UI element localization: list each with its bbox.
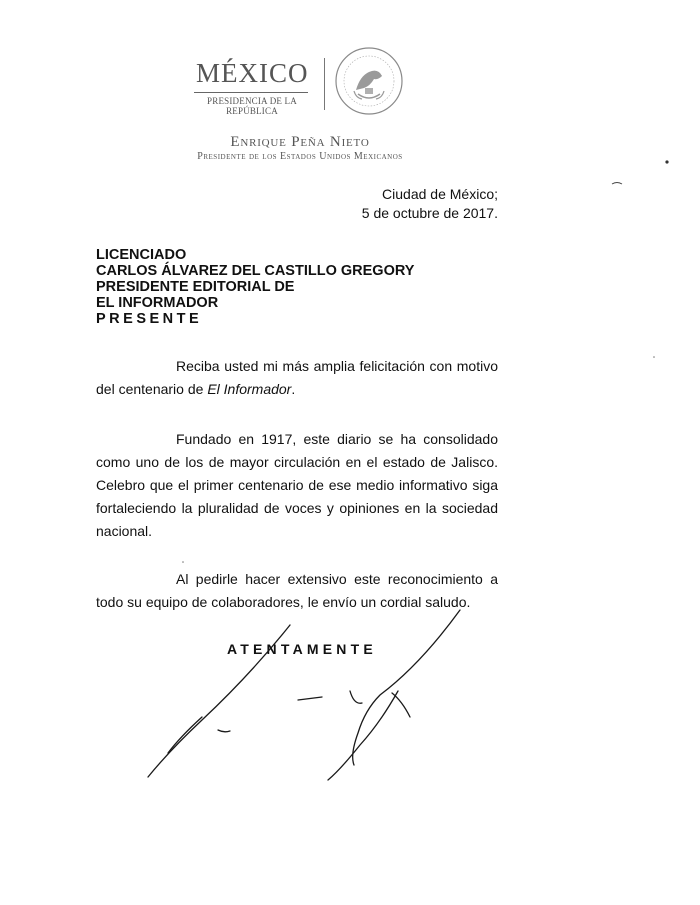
paragraph-history: Fundado en 1917, este diario se ha consolidado como uno de los de mayor circulación en el estado de Jalisco. Celebro que el primer centenario de ese medio informativo siga fortaleciendo la pluralidad de voces y opiniones en la sociedad nacional. (96, 431, 498, 539)
date-day: 5 de octubre de 2017. (361, 205, 498, 221)
recipient-title: LICENCIADO (96, 247, 187, 263)
recipient-block (96, 247, 414, 327)
paragraph-1-end: . (291, 381, 296, 397)
newspaper-name: El Informador (207, 381, 292, 397)
date-block (362, 185, 498, 223)
president-title: Presidente de los Estados Unidos Mexicanos (197, 151, 403, 162)
recipient-position: PRESIDENTE EDITORIAL DE (96, 279, 295, 295)
paragraph-congratulation (96, 355, 498, 401)
date-place: Ciudad de México; (382, 186, 498, 202)
closing: ATENTAMENTE (227, 641, 377, 657)
brand-divider (324, 58, 325, 110)
president-name: Enrique Peña Nieto (230, 134, 370, 150)
national-seal-icon (334, 46, 404, 116)
paragraph-1-text: Reciba usted mi más amplia felicitación con motivo del centenario de (96, 358, 498, 397)
brand-office: PRESIDENCIA DE LA REPÚBLICA (207, 96, 297, 116)
recipient-present: PRESENTE (96, 311, 203, 327)
brand-rule (194, 92, 308, 93)
handwritten-signature-icon (140, 605, 480, 795)
brand-mexico: MÉXICO (196, 58, 309, 88)
paragraph-greeting: Al pedirle hacer extensivo este reconocimiento a todo su equipo de colaboradores, le envío un cordial saludo. (96, 571, 498, 610)
recipient-organization: EL INFORMADOR (96, 295, 219, 311)
recipient-name: CARLOS ÁLVAREZ DEL CASTILLO GREGORY (96, 263, 415, 279)
